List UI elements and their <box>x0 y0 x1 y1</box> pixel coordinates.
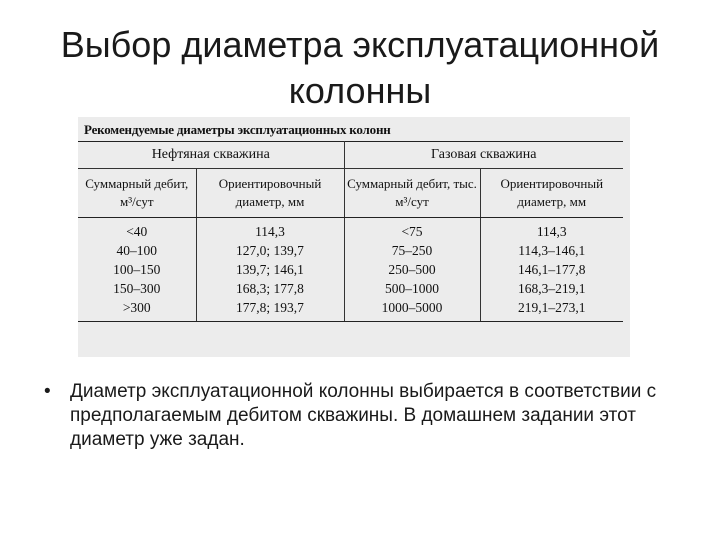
table-cell: <40 <box>78 218 196 242</box>
table-row <box>78 260 623 279</box>
column-header: Ориентировочный диаметр, мм <box>480 169 623 218</box>
bullet-item <box>44 380 684 452</box>
table-group-header-row <box>78 142 623 169</box>
table-cell: 40–100 <box>78 241 196 260</box>
table-cell: 114,3–146,1 <box>480 241 623 260</box>
slide-title-line-2: колонны <box>288 70 432 111</box>
recommended-diameters-table <box>78 141 623 322</box>
group-header-oil-well: Нефтяная скважина <box>78 142 344 169</box>
table-cell: 150–300 <box>78 279 196 298</box>
table-row <box>78 241 623 260</box>
table-cell: 146,1–177,8 <box>480 260 623 279</box>
table-cell: 250–500 <box>344 260 480 279</box>
table-cell: 168,3–219,1 <box>480 279 623 298</box>
table-cell: 114,3 <box>480 218 623 242</box>
table-column-header-row <box>78 169 623 218</box>
group-header-gas-well: Газовая скважина <box>344 142 623 169</box>
table-cell: 139,7; 146,1 <box>196 260 344 279</box>
scanned-table-image <box>78 117 630 357</box>
table-cell: 1000–5000 <box>344 298 480 322</box>
table-cell: 168,3; 177,8 <box>196 279 344 298</box>
table-caption: Рекомендуемые диаметры эксплуатационных колонн <box>84 122 391 137</box>
column-header: Суммарный дебит, тыс. м³/сут <box>344 169 480 218</box>
table-cell: 100–150 <box>78 260 196 279</box>
table-cell: 127,0; 139,7 <box>196 241 344 260</box>
slide-title <box>0 22 720 114</box>
table-cell: 219,1–273,1 <box>480 298 623 322</box>
bullet-marker: • <box>44 381 51 402</box>
table-cell: 75–250 <box>344 241 480 260</box>
table-row <box>78 298 623 322</box>
column-header: Ориентировочный диаметр, мм <box>196 169 344 218</box>
table-cell: <75 <box>344 218 480 242</box>
table-row <box>78 279 623 298</box>
slide-title-line-1: Выбор диаметра эксплуатационной <box>60 24 660 65</box>
table-cell: 114,3 <box>196 218 344 242</box>
table-row <box>78 218 623 242</box>
column-header: Суммарный дебит, м³/сут <box>78 169 196 218</box>
table-cell: 500–1000 <box>344 279 480 298</box>
table-cell: >300 <box>78 298 196 322</box>
bullet-text: Диаметр эксплуатационной колонны выбирается в соответствии с предполагаемым дебитом скважины. В домашнем задании этот диаметр уже задан. <box>70 381 657 450</box>
table-cell: 177,8; 193,7 <box>196 298 344 322</box>
